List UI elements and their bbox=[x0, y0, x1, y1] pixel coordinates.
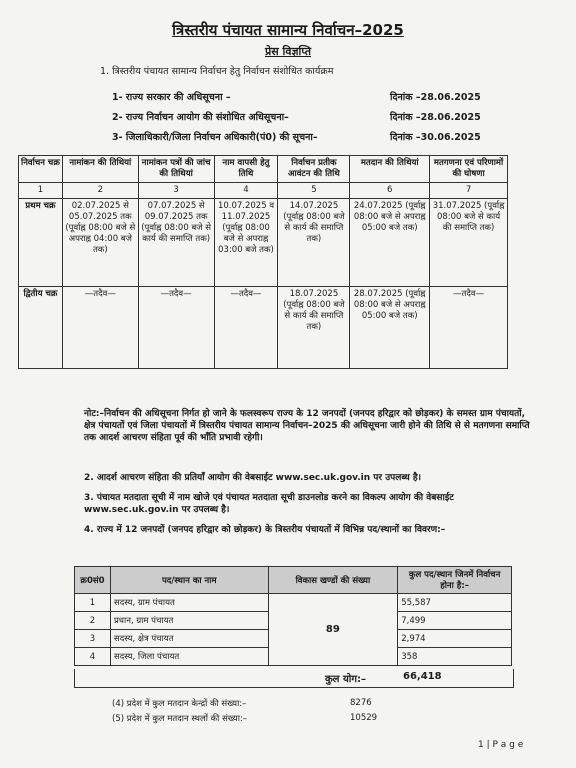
header-withdrawal: नाम वापसी हेतु तिथि bbox=[214, 156, 278, 183]
table-cell: 28.07.2025 (पूर्वाह्न 08:00 बजे से अपराह्न 05:00 बजे तक) bbox=[350, 287, 430, 369]
notification-1 bbox=[112, 90, 482, 103]
blocks-cell: 89 bbox=[268, 594, 398, 666]
polling-stations-count bbox=[112, 713, 378, 724]
col-number: 5 bbox=[278, 183, 350, 199]
post-count-cell: 7,499 bbox=[398, 612, 512, 630]
serial-cell: 3 bbox=[75, 630, 111, 648]
notification-3 bbox=[112, 130, 482, 143]
schedule-row-first-cycle bbox=[19, 199, 508, 287]
extra-label: (4) प्रदेश में कुल मतदान केन्द्रों की संख्या:– bbox=[112, 699, 247, 709]
table-cell: 24.07.2025 (पूर्वाह्न 08:00 बजे से अपराह्न 05:00 बजे तक) bbox=[350, 199, 430, 287]
header-serial: क्र0सं0 bbox=[75, 567, 111, 594]
table-cell: 31.07.2025 (पूर्वाह्न 08:00 बजे से कार्य की समाप्ति तक) bbox=[430, 199, 508, 287]
col-number: 3 bbox=[138, 183, 214, 199]
header-nomination: नामांकन की तिथियां bbox=[62, 156, 138, 183]
posts-table bbox=[74, 566, 512, 666]
col-number: 1 bbox=[19, 183, 63, 199]
page-number: 1 | P a g e bbox=[478, 740, 524, 750]
page-title: त्रिस्तरीय पंचायत सामान्य निर्वाचन–2025 bbox=[172, 21, 404, 39]
table-cell: 14.07.2025 (पूर्वाह्न 08:00 बजे से कार्य की समाप्ति तक) bbox=[278, 199, 350, 287]
header-cycle: निर्वाचन चक्र bbox=[19, 156, 63, 183]
total-label: कुल योग:– bbox=[325, 674, 366, 685]
schedule-row-second-cycle bbox=[19, 287, 508, 369]
header-counting: मतगणना एवं परिणामों की घोषणा bbox=[430, 156, 508, 183]
notification-date: दिनांक –28.06.2025 bbox=[390, 92, 481, 103]
post-name-cell: सदस्य, जिला पंचायत bbox=[110, 648, 268, 666]
post-count-cell: 358 bbox=[398, 648, 512, 666]
table-cell: —तदैव— bbox=[430, 287, 508, 369]
point-3: 3. पंचायत मतदाता सूची में नाम खोजे एवं पंचायत मतदाता सूची डाउनलोड करने का विकल्प आयोग की वेबसाईट www.sec.uk.gov.in पर उपलब्ध है। bbox=[84, 493, 454, 516]
notification-2 bbox=[112, 110, 482, 123]
post-name-cell: सदस्य, ग्राम पंचायत bbox=[110, 594, 268, 612]
header-polling: मतदान की तिथियां bbox=[350, 156, 430, 183]
notification-date: दिनांक –28.06.2025 bbox=[390, 112, 481, 123]
table-cell: 18.07.2025 (पूर्वाह्न 08:00 बजे से कार्य की समाप्ति तक) bbox=[278, 287, 350, 369]
col-number: 6 bbox=[350, 183, 430, 199]
cycle-name: प्रथम चक्र bbox=[19, 199, 63, 287]
extra-value: 8276 bbox=[350, 698, 372, 708]
point-2: 2. आदर्श आचरण संहिता की प्रतियाँ आयोग की वेबसाईट www.sec.uk.gov.in पर उपलब्ध है। bbox=[84, 473, 422, 483]
post-name-cell: प्रधान, ग्राम पंचायत bbox=[110, 612, 268, 630]
table-cell: 07.07.2025 से 09.07.2025 तक (पूर्वाह्न 08:00 बजे से कार्य की समाप्ति तक) bbox=[138, 199, 214, 287]
note-paragraph: नोट:–निर्वाचन की अधिसूचना निर्गत हो जाने के फलस्वरूप राज्य के 12 जनपदों (जनपद हरिद्वार को छोड़कर) के समस्त ग्राम पंचायतों, क्षेत्र पंचायतों एवं जिला पंचायतों में त्रिस्तरीय पंचायत सामान्य निर्वाचन–2025 की अधिसूचना जारी होने की तिथि से से मतगणना समाप्ति तक आदर्श आचरण संहिता पूर्व की भाँति प्रभावी रहेगी। bbox=[84, 409, 530, 444]
posts-header-row bbox=[75, 567, 512, 594]
schedule-table bbox=[18, 155, 508, 369]
notification-label: 2- राज्य निर्वाचन आयोग की संशोधित अधिसूचना– bbox=[112, 112, 289, 123]
header-blocks: विकास खण्डों की संख्या bbox=[268, 567, 398, 594]
press-release-heading: प्रेस विज्ञप्ति bbox=[264, 45, 312, 58]
notification-date: दिनांक –30.06.2025 bbox=[390, 132, 481, 143]
col-number: 2 bbox=[62, 183, 138, 199]
schedule-number-row bbox=[19, 183, 508, 199]
post-count-cell: 2,974 bbox=[398, 630, 512, 648]
notification-label: 3- जिलाधिकारी/जिला निर्वाचन अधिकारी(पं0) की सूचना– bbox=[112, 132, 318, 143]
table-row bbox=[75, 594, 512, 612]
point-4: 4. राज्य में 12 जनपदों (जनपद हरिद्वार को छोड़कर) के त्रिस्तरीय पंचायतों में विभिन्न पद/स्थानों का विवरण:– bbox=[84, 525, 446, 535]
serial-cell: 1 bbox=[75, 594, 111, 612]
table-cell: —तदैव— bbox=[214, 287, 278, 369]
table-cell: —तदैव— bbox=[62, 287, 138, 369]
polling-centres-count bbox=[112, 698, 372, 709]
col-number: 7 bbox=[430, 183, 508, 199]
total-value: 66,418 bbox=[403, 671, 442, 682]
notification-label: 1- राज्य सरकार की अधिसूचना – bbox=[112, 92, 231, 103]
point-1: 1. त्रिस्तरीय पंचायत सामान्य निर्वाचन हेतु निर्वाचन संशोधित कार्यक्रम bbox=[100, 66, 334, 77]
header-scrutiny: नामांकन पत्रों की जांच की तिथियां bbox=[138, 156, 214, 183]
serial-cell: 2 bbox=[75, 612, 111, 630]
extra-label: (5) प्रदेश में कुल मतदान स्थलों की संख्या:– bbox=[112, 714, 248, 724]
serial-cell: 4 bbox=[75, 648, 111, 666]
table-cell: 10.07.2025 व 11.07.2025 (पूर्वाह्न 08:00 बजे से अपराह्न 03:00 बजे तक) bbox=[214, 199, 278, 287]
col-number: 4 bbox=[214, 183, 278, 199]
table-cell: —तदैव— bbox=[138, 287, 214, 369]
posts-total-row bbox=[74, 669, 514, 688]
extra-value: 10529 bbox=[350, 713, 378, 723]
post-count-cell: 55,587 bbox=[398, 594, 512, 612]
cycle-name: द्वितीय चक्र bbox=[19, 287, 63, 369]
table-cell: 02.07.2025 से 05.07.2025 तक (पूर्वाह्न 08:00 बजे से अपराह्न 04:00 बजे तक) bbox=[62, 199, 138, 287]
header-symbol: निर्वाचन प्रतीक आवंटन की तिथि bbox=[278, 156, 350, 183]
schedule-header-row bbox=[19, 156, 508, 183]
post-name-cell: सदस्य, क्षेत्र पंचायत bbox=[110, 630, 268, 648]
header-post-name: पद/स्थान का नाम bbox=[110, 567, 268, 594]
header-total-posts: कुल पद/स्थान जिनमें निर्वाचन होना है:– bbox=[398, 567, 512, 594]
